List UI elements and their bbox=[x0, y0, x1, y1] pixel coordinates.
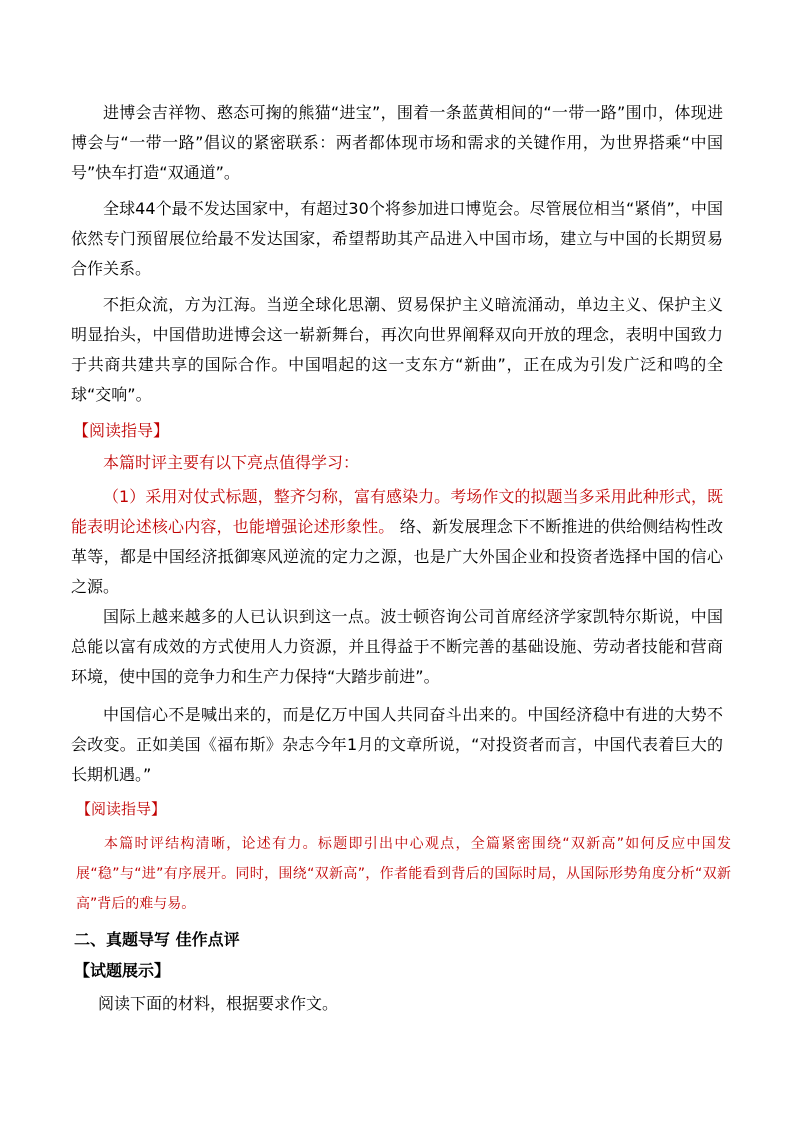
reading-guide-point bbox=[71, 482, 723, 602]
guide-point-red: （1）采用对仗式标题，整齐匀称，富有感染力。考场作文的拟题当多采用此种形式，既能表明论述核心内容，也能增强论述形象性。 bbox=[71, 487, 723, 536]
paragraph-least-developed: 全球44个最不发达国家中，有超过30个将参加进口博览会。尽管展位相当“紧俏”，中国依然专门预留展位给最不发达国家，希望帮助其产品进入中国市场，建立与中国的长期贸易合作关系。 bbox=[71, 199, 723, 278]
guide-point-black: 络、新发展理念下不断推进的供给侧结构性改革等，都是中国经济抵御寒风逆流的定力之源，也是广大外国企业和投资者选择中国的信心之源。 bbox=[71, 517, 723, 596]
paragraph-china-confidence: 中国信心不是喊出来的，而是亿万中国人共同奋斗出来的。中国经济稳中有进的大势不会改变。正如美国《福布斯》杂志今年1月的文章所说，“对投资者而言，中国代表着巨大的长期机遇。” bbox=[71, 705, 723, 784]
reading-guide-heading-2: 【阅读指导】 bbox=[76, 800, 167, 818]
reading-guide-heading: 【阅读指导】 bbox=[73, 421, 170, 440]
reading-guide-intro: 本篇时评主要有以下亮点值得学习： bbox=[103, 453, 360, 472]
section-title: 二、真题导写 佳作点评 bbox=[74, 930, 240, 949]
reading-guide-note: 本篇时评结构清晰，论述有力。标题即引出中心观点，全篇紧密围绕“双新高”如何反应中国发展“稳”与“进”有序展开。同时，围绕“双新高”，作者能看到背后的国际时局，从国际形势角度分析“双新高”背后的难与易。 bbox=[76, 836, 731, 912]
paragraph-rivers-sea: 不拒众流，方为江海。当逆全球化思潮、贸易保护主义暗流涌动，单边主义、保护主义明显抬头，中国借助进博会这一崭新舞台，再次向世界阐释双向开放的理念，表明中国致力于共商共建共享的国际合作。中国唱起的这一支东方“新曲”，正在成为引发广泛和鸣的全球“交响”。 bbox=[71, 295, 723, 404]
paragraph-boston-consulting: 国际上越来越多的人已认识到这一点。波士顿咨询公司首席经济学家凯特尔斯说，中国总能以富有成效的方式使用人力资源，并且得益于不断完善的基础设施、劳动者技能和营商环境，使中国的竞争力和生产力保持“大踏步前进”。 bbox=[71, 607, 723, 686]
exam-instruction: 阅读下面的材料，根据要求作文。 bbox=[98, 994, 339, 1013]
exam-display-heading: 【试题展示】 bbox=[74, 961, 171, 980]
paragraph-mascot: 进博会吉祥物、憨态可掬的熊猫“进宝”，围着一条蓝黄相间的“一带一路”围巾，体现进博会与“一带一路”倡议的紧密联系：两者都体现市场和需求的关键作用，为世界搭乘“中国号”快车打造“双通道”。 bbox=[71, 103, 723, 182]
